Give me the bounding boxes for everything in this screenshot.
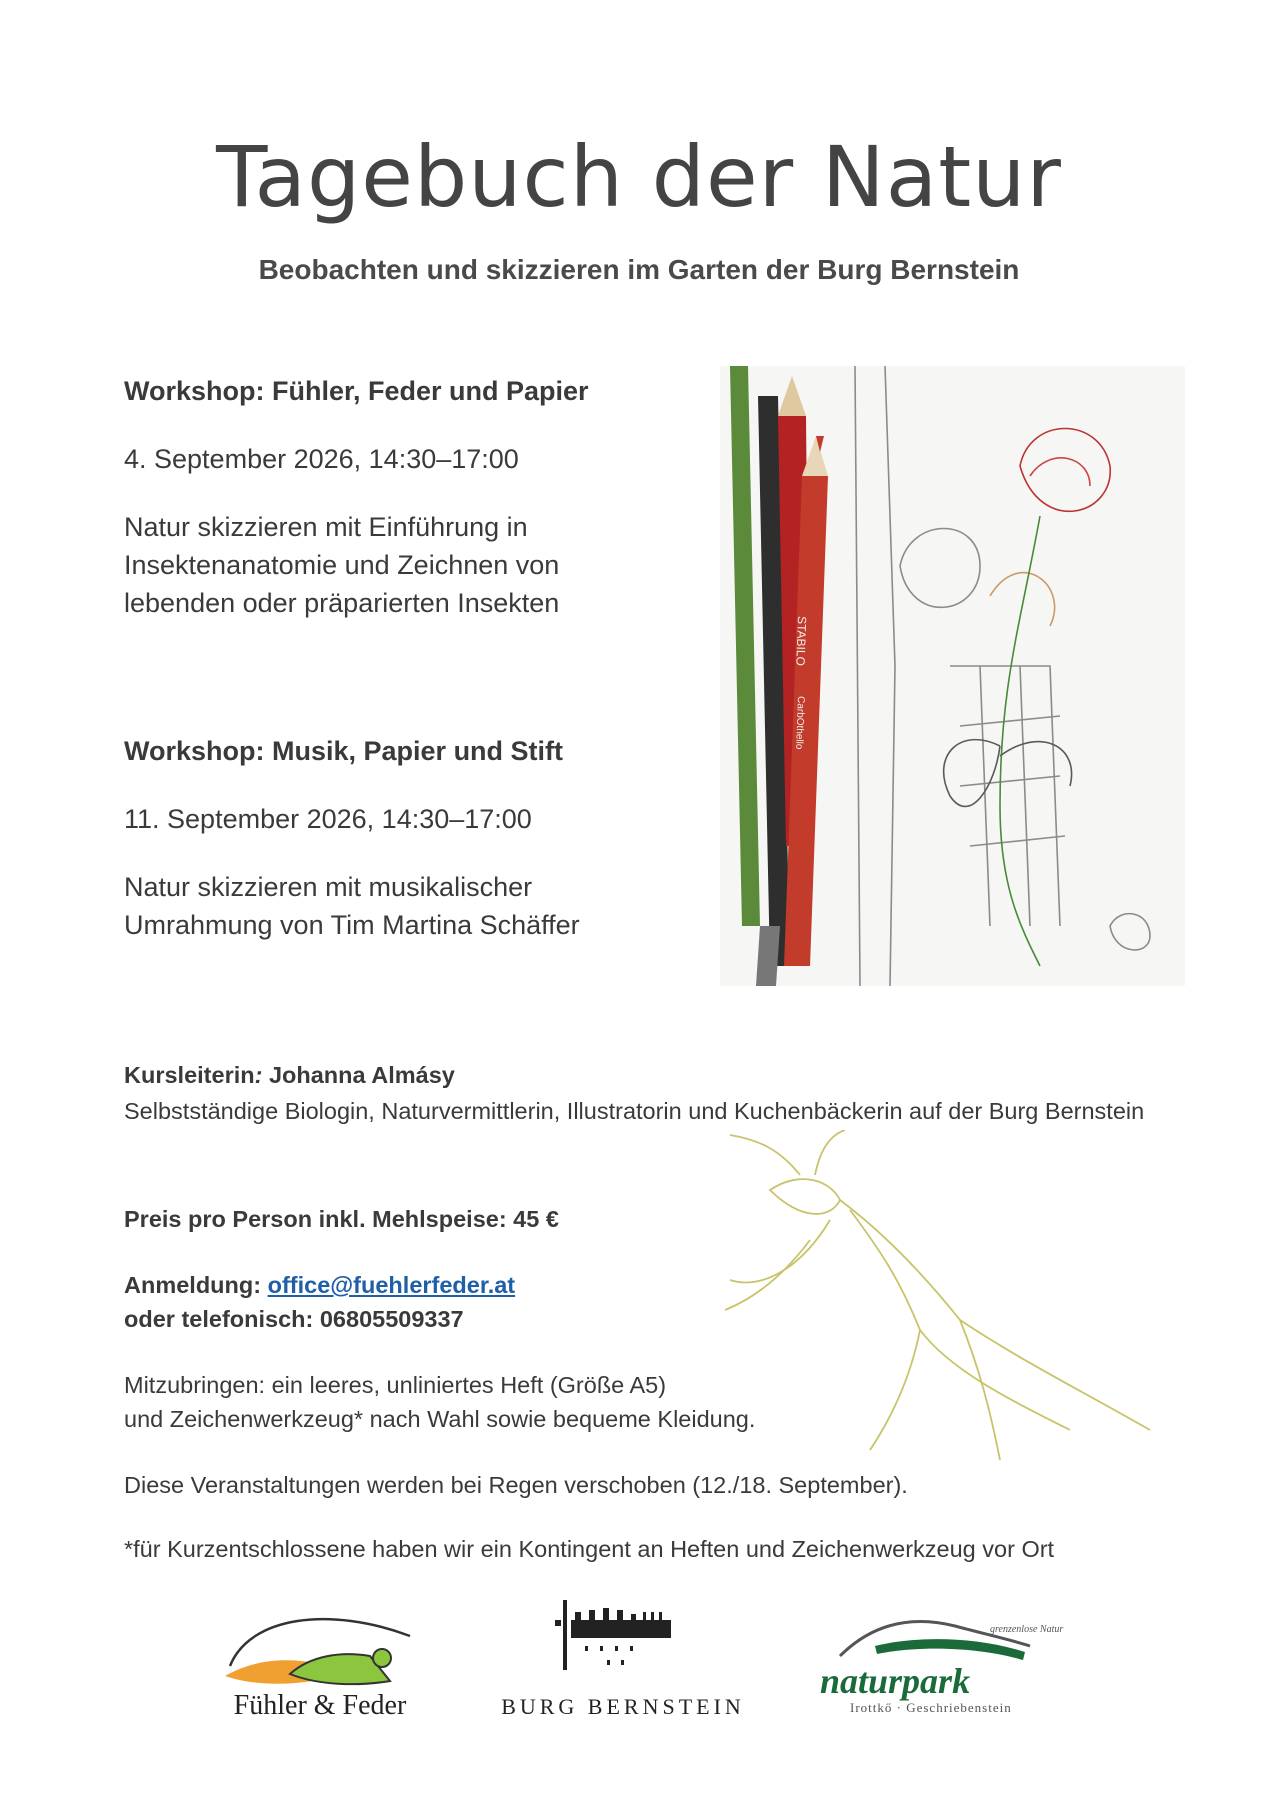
- workshop-1-desc-line: Insektenanatomie und Zeichnen von: [124, 550, 560, 580]
- workshop-2-desc-line: Natur skizzieren mit musikalischer: [124, 872, 533, 902]
- naturpark-tagline: grenzenlose Natur: [990, 1624, 1064, 1635]
- workshop-2-title: Workshop: Musik, Papier und Stift: [124, 736, 564, 766]
- page-subtitle: Beobachten und skizzieren im Garten der Burg Bernstein: [258, 254, 1020, 285]
- burg-bernstein-logo-text: BURG BERNSTEIN: [501, 1694, 745, 1719]
- price-info: Preis pro Person inkl. Mehlspeise: 45 €: [124, 1206, 559, 1232]
- course-leader-name: Johanna Almásy: [262, 1062, 455, 1088]
- workshop-1-description: [124, 508, 684, 622]
- phone-info: oder telefonisch: 06805509337: [124, 1306, 464, 1332]
- course-leader-label: Kursleiterin: [124, 1062, 255, 1088]
- naturpark-logo-subtext: Irottkő · Geschriebenstein: [850, 1700, 1012, 1715]
- page-title: Tagebuch der Natur: [216, 128, 1062, 226]
- burg-bernstein-logo: [555, 1590, 675, 1680]
- workshop-1-date: 4. September 2026, 14:30–17:00: [124, 444, 519, 474]
- course-leader-colon: :: [254, 1062, 263, 1088]
- workshop-1-desc-line: Natur skizzieren mit Einführung in: [124, 512, 528, 542]
- workshop-2-description: [124, 868, 684, 944]
- pencils-rose-illustration: [720, 366, 1185, 986]
- workshop-1-desc-line: lebenden oder präparierten Insekten: [124, 588, 560, 618]
- pencil-model-text: CarbOthello: [793, 695, 806, 750]
- footnote: *für Kurzentschlossene haben wir ein Kontingent an Heften und Zeichenwerkzeug vor Ort: [124, 1536, 1055, 1562]
- pencil-brand-text: STABILO: [793, 615, 809, 667]
- registration-email-link[interactable]: office@fuehlerfeder.at: [267, 1272, 516, 1298]
- mantis-sketch-icon: [720, 1130, 1170, 1470]
- naturpark-logo-text: naturpark: [820, 1661, 971, 1701]
- bring-line-1: Mitzubringen: ein leeres, unliniertes Heft (Größe A5): [124, 1372, 667, 1398]
- workshop-2-desc-line: Umrahmung von Tim Martina Schäffer: [124, 910, 580, 940]
- course-leader: [124, 1058, 1144, 1093]
- course-leader-description: Selbstständige Biologin, Naturvermittlerin, Illustratorin und Kuchenbäckerin auf der Burg Bernstein: [124, 1098, 1145, 1124]
- workshop-1-title: Workshop: Fühler, Feder und Papier: [124, 376, 589, 406]
- rain-note: Diese Veranstaltungen werden bei Regen verschoben (12./18. September).: [124, 1472, 908, 1498]
- registration-label: Anmeldung:: [124, 1272, 268, 1298]
- bring-line-2: und Zeichenwerkzeug* nach Wahl sowie bequeme Kleidung.: [124, 1406, 756, 1432]
- fuehler-feder-logo: [220, 1596, 420, 1690]
- castle-icon: [555, 1600, 671, 1670]
- fuehler-feder-logo-text: Fühler & Feder: [233, 1690, 407, 1721]
- workshop-2-date: 11. September 2026, 14:30–17:00: [124, 804, 532, 834]
